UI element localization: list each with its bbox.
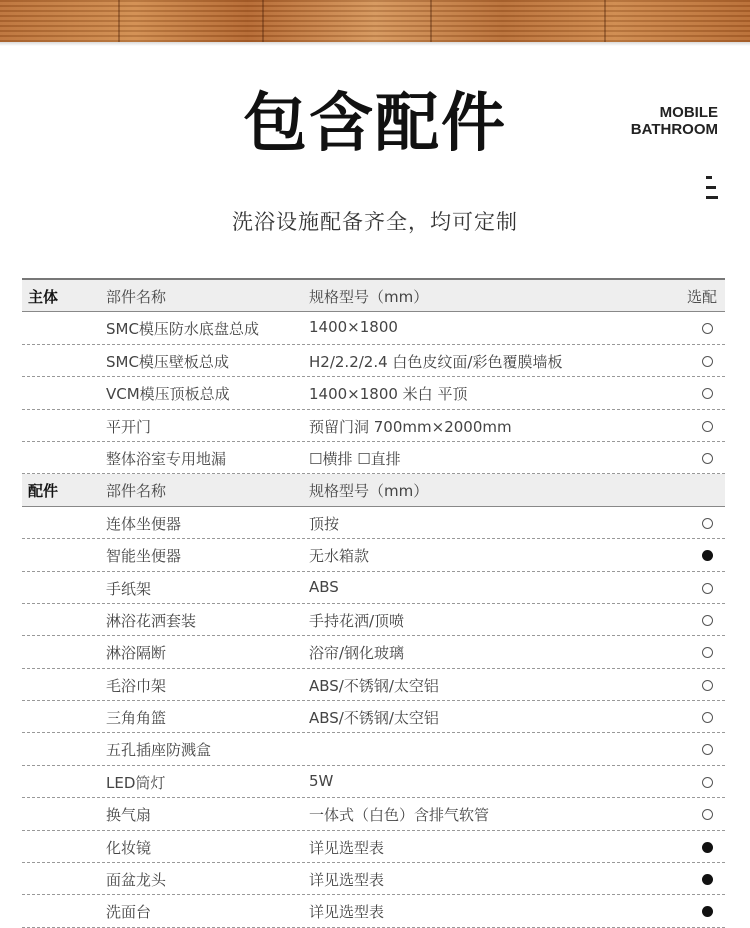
column-header-spec: 规格型号（mm）: [309, 482, 429, 501]
table-row: [22, 798, 725, 830]
part-spec: ABS/不锈钢/太空铝: [309, 676, 439, 695]
part-spec: ABS/不锈钢/太空铝: [309, 709, 439, 728]
table-row: [22, 895, 725, 927]
part-spec: 无水箱款: [309, 547, 370, 566]
filled-circle-icon: [702, 874, 713, 885]
open-circle-icon: [702, 323, 713, 334]
filled-circle-icon: [702, 550, 713, 561]
table-row: [22, 863, 725, 895]
open-circle-icon: [702, 777, 713, 788]
banner-shadow: [0, 42, 750, 46]
part-spec: 1400×1800: [309, 318, 398, 337]
wood-seam: [118, 0, 120, 42]
part-spec: 详见选型表: [309, 838, 385, 857]
part-spec: 浴帘/钢化玻璃: [309, 644, 405, 663]
part-name: SMC模压防水底盘总成: [106, 320, 259, 339]
table-row: [22, 831, 725, 863]
part-name: 手纸架: [106, 579, 152, 598]
parts-table: [22, 278, 725, 928]
part-name: SMC模压壁板总成: [106, 352, 229, 371]
table-row: [22, 507, 725, 539]
brand-line-1: MOBILE: [659, 104, 718, 121]
open-circle-icon: [702, 712, 713, 723]
section-header: [22, 280, 725, 312]
open-circle-icon: [702, 388, 713, 399]
table-row: [22, 377, 725, 409]
part-spec: ☐横排 ☐直排: [309, 449, 401, 468]
table-row: [22, 604, 725, 636]
open-circle-icon: [702, 615, 713, 626]
part-name: 毛浴巾架: [106, 676, 167, 695]
open-circle-icon: [702, 421, 713, 432]
part-name: 化妆镜: [106, 838, 152, 857]
part-name: 智能坐便器: [106, 547, 182, 566]
table-row: [22, 312, 725, 344]
open-circle-icon: [702, 744, 713, 755]
table-row: [22, 572, 725, 604]
part-spec: 手持花洒/顶喷: [309, 611, 405, 630]
part-spec: 详见选型表: [309, 903, 385, 922]
wood-seam: [262, 0, 264, 42]
table-row: [22, 636, 725, 668]
column-header-option: 选配: [686, 288, 717, 306]
table-row: [22, 410, 725, 442]
open-circle-icon: [702, 518, 713, 529]
part-spec: 5W: [309, 771, 334, 790]
open-circle-icon: [702, 809, 713, 820]
table-row: [22, 539, 725, 571]
open-circle-icon: [702, 583, 713, 594]
column-header-name: 部件名称: [106, 482, 167, 501]
part-name: 连体坐便器: [106, 514, 182, 533]
part-name: 淋浴花洒套装: [106, 611, 197, 630]
menu-icon[interactable]: [706, 176, 718, 202]
part-spec: ABS: [309, 577, 339, 596]
part-spec: 顶按: [309, 514, 340, 533]
open-circle-icon: [702, 356, 713, 367]
brand-label: [631, 104, 718, 138]
part-name: 换气扇: [106, 806, 152, 825]
filled-circle-icon: [702, 906, 713, 917]
table-row: [22, 766, 725, 798]
part-spec: 详见选型表: [309, 871, 385, 890]
table-row: [22, 733, 725, 765]
part-name: 平开门: [106, 417, 152, 436]
part-name: 整体浴室专用地漏: [106, 449, 227, 468]
page-title: 包含配件: [243, 87, 507, 161]
open-circle-icon: [702, 453, 713, 464]
part-name: LED筒灯: [106, 773, 166, 792]
part-name: VCM模压顶板总成: [106, 385, 230, 404]
part-spec: 1400×1800 米白 平顶: [309, 385, 468, 404]
table-row: [22, 345, 725, 377]
part-name: 洗面台: [106, 903, 152, 922]
filled-circle-icon: [702, 842, 713, 853]
section-category: 配件: [28, 482, 59, 501]
wood-banner: [0, 0, 750, 42]
column-header-name: 部件名称: [106, 288, 167, 306]
wood-seam: [430, 0, 432, 42]
open-circle-icon: [702, 680, 713, 691]
part-name: 面盆龙头: [106, 871, 167, 890]
table-row: [22, 442, 725, 474]
brand-line-2: BATHROOM: [630, 121, 718, 138]
table-row: [22, 701, 725, 733]
part-name: 三角角篮: [106, 709, 167, 728]
section-header: [22, 474, 725, 506]
column-header-spec: 规格型号（mm）: [309, 288, 429, 306]
part-name: 五孔插座防溅盒: [106, 741, 212, 760]
part-spec: H2/2.2/2.4 白色皮纹面/彩色覆膜墙板: [309, 352, 563, 371]
page-subtitle: 洗浴设施配备齐全，均可定制: [232, 210, 518, 234]
table-row: [22, 669, 725, 701]
open-circle-icon: [702, 647, 713, 658]
part-spec: 预留门洞 700mm×2000mm: [309, 417, 512, 436]
wood-seam: [604, 0, 606, 42]
section-category: 主体: [28, 288, 59, 306]
part-name: 淋浴隔断: [106, 644, 167, 663]
part-spec: 一体式（白色）含排气软管: [309, 806, 490, 825]
